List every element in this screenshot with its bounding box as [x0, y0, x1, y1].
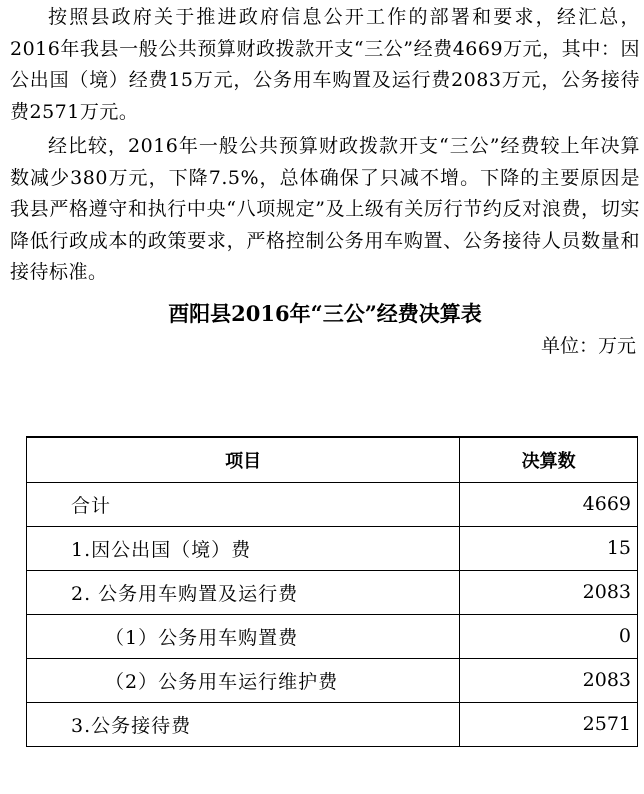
row-value-vehicle-operation: 2083 — [460, 658, 638, 702]
paragraph-summary: 按照县政府关于推进政府信息公开工作的部署和要求，经汇总，2016年我县一般公共预算财政拨款开支“三公”经费4669万元，其中：因公出国（境）经费15万元，公务用车购置及运行费2083万元，公务接待费2571万元。 — [10, 6, 640, 123]
table-row-overseas — [27, 526, 638, 570]
row-value-reception: 2571 — [460, 702, 638, 746]
row-label-total: 合计 — [27, 482, 460, 526]
row-value-vehicles: 2083 — [460, 570, 638, 614]
row-label-vehicle-operation: （2）公务用车运行维护费 — [27, 658, 460, 702]
unit-label: 单位：万元 — [540, 334, 636, 357]
header-amount: 决算数 — [460, 437, 638, 482]
document-body — [10, 2, 640, 359]
header-item: 项目 — [27, 437, 460, 482]
row-label-vehicle-purchase: （1）公务用车购置费 — [27, 614, 460, 658]
table-row-vehicle-purchase — [27, 614, 638, 658]
row-value-vehicle-purchase: 0 — [460, 614, 638, 658]
table-row-reception — [27, 702, 638, 746]
paragraph-comparison: 经比较，2016年一般公共预算财政拨款开支“三公”经费较上年决算数减少380万元，下降7.5%，总体确保了只减不增。下降的主要原因是我县严格遵守和执行中央“八项规定”及上级有关厉行节约反对浪费，切实降低行政成本的政策要求，严格控制公务用车购置、公务接待人员数量和接待标准。 — [10, 135, 640, 283]
table-row-vehicles — [27, 570, 638, 614]
row-label-overseas: 1.因公出国（境）费 — [27, 526, 460, 570]
row-label-reception: 3.公务接待费 — [27, 702, 460, 746]
table-row-vehicle-operation — [27, 658, 638, 702]
table-header-row — [27, 437, 638, 482]
row-label-vehicles: 2. 公务用车购置及运行费 — [27, 570, 460, 614]
table-row-total — [27, 482, 638, 526]
row-value-overseas: 15 — [460, 526, 638, 570]
row-value-total: 4669 — [460, 482, 638, 526]
table-title: 酉阳县2016年“三公”经费决算表 — [168, 300, 482, 326]
budget-table — [26, 436, 638, 747]
